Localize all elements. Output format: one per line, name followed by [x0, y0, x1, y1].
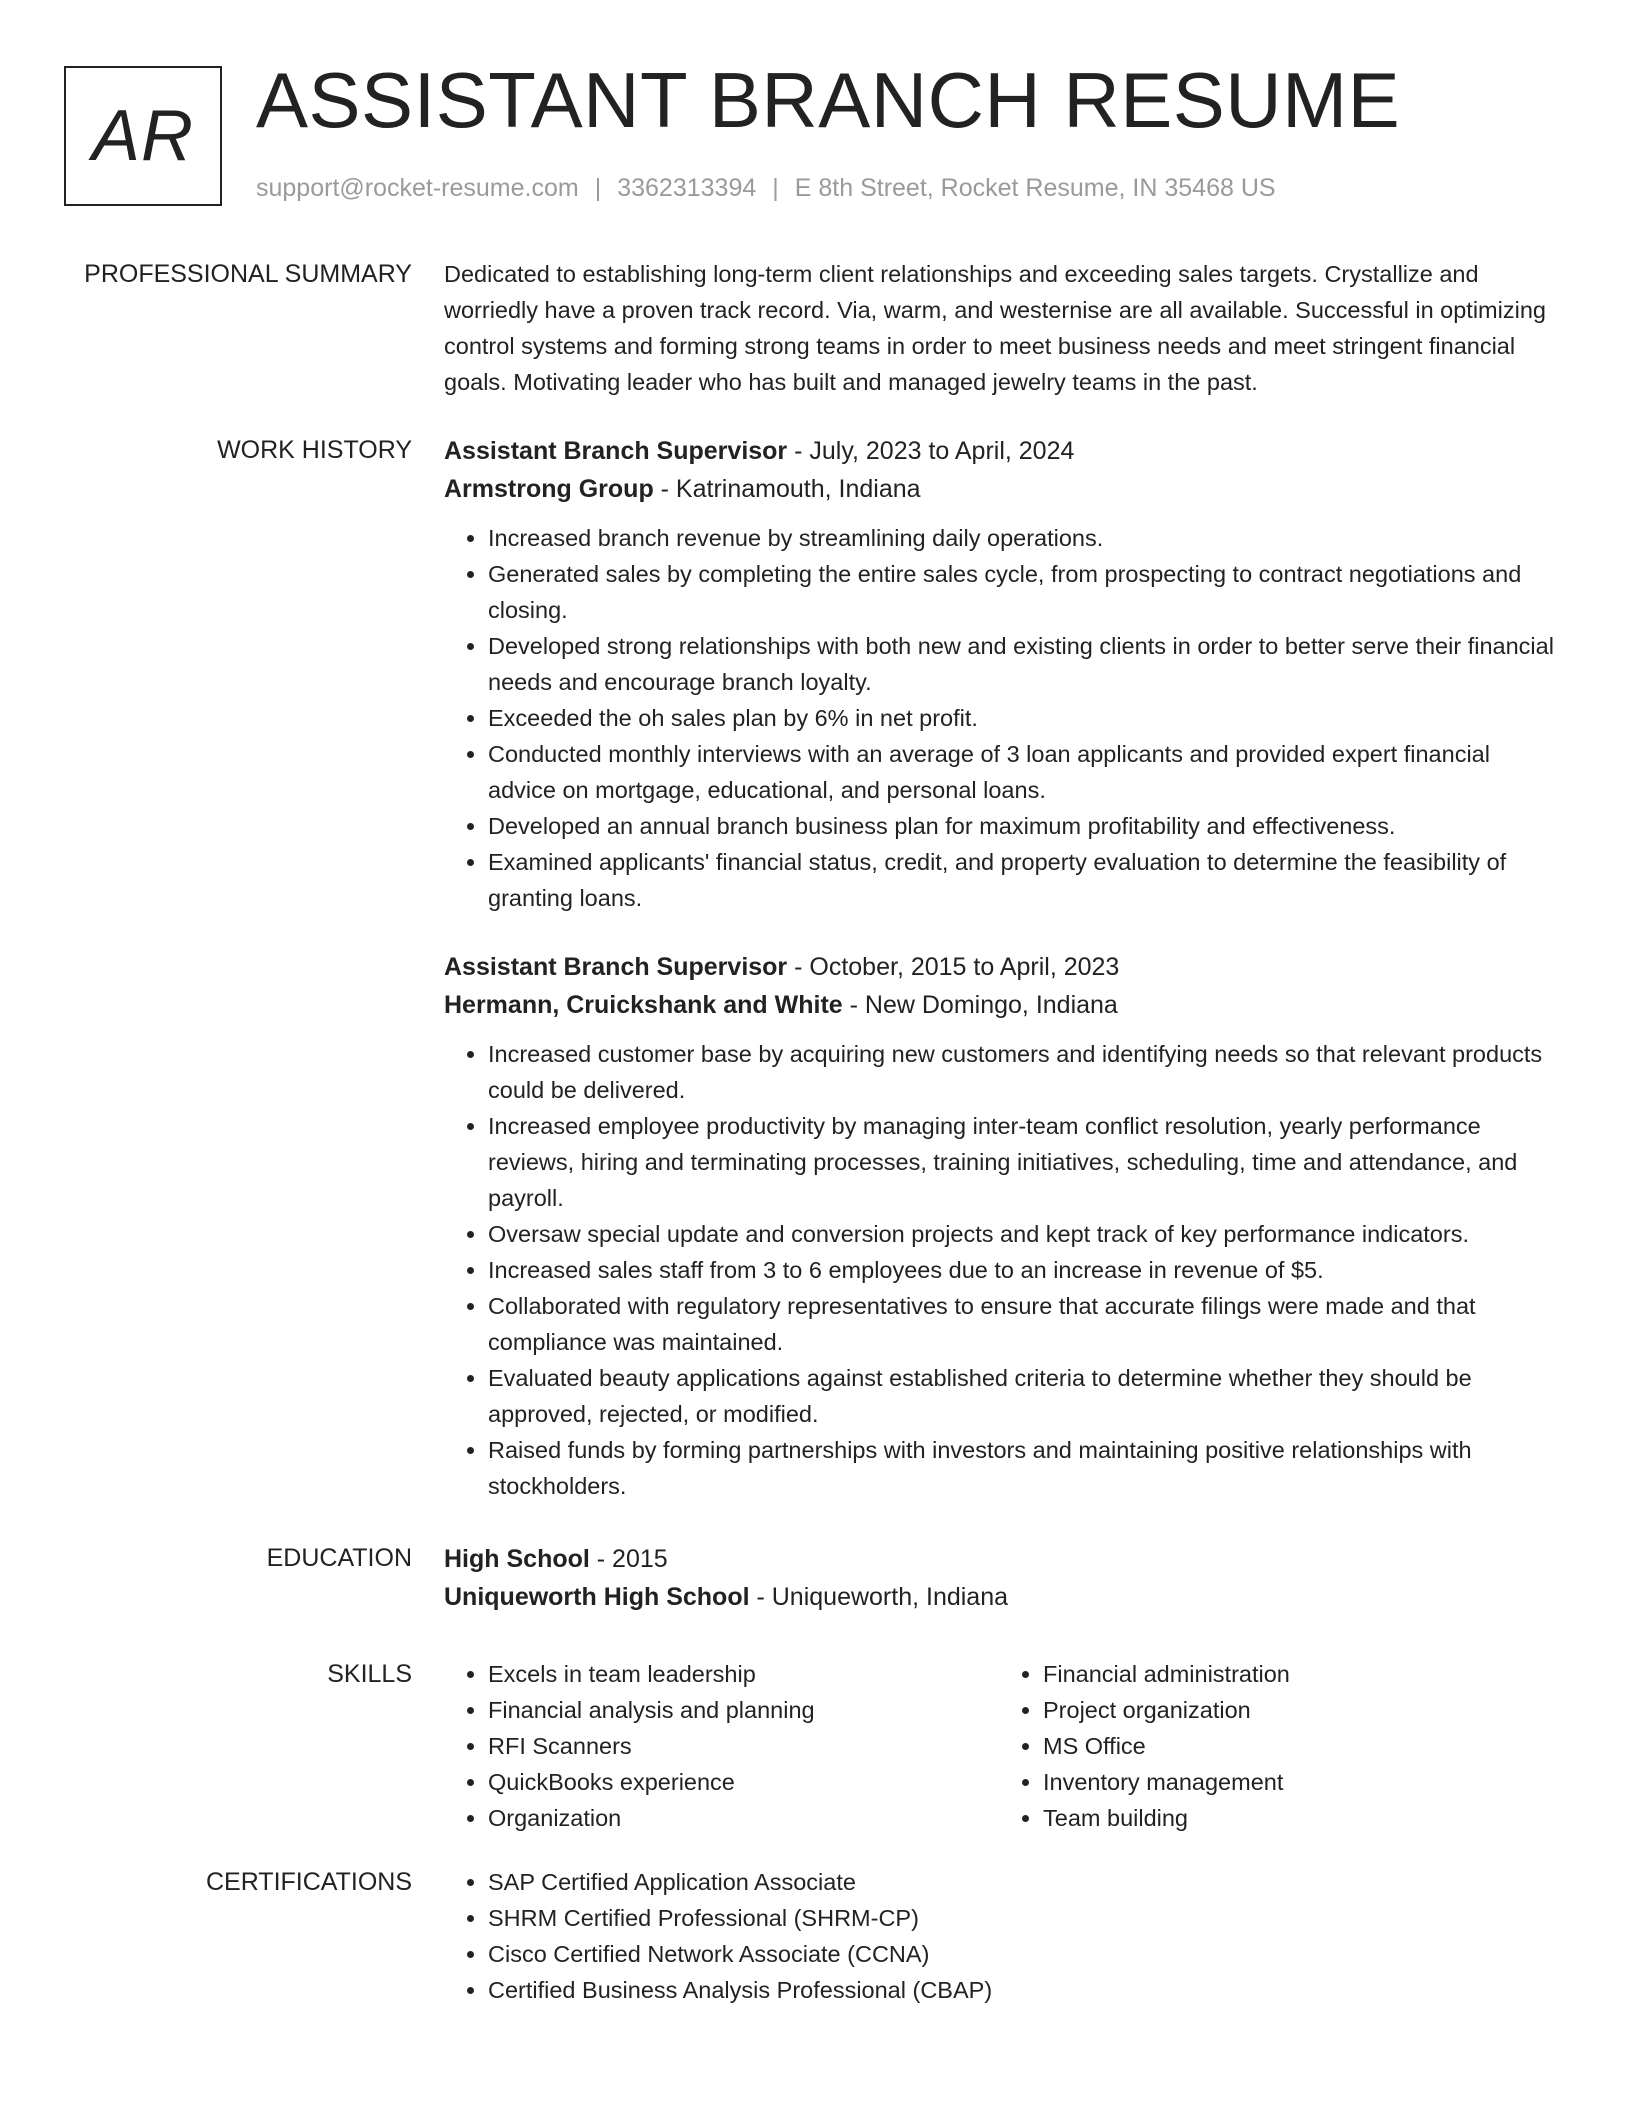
education-label: EDUCATION: [266, 1544, 412, 1572]
monogram: AR: [64, 66, 222, 206]
education-degree: High School: [444, 1545, 590, 1573]
skills-column: [444, 1656, 999, 1836]
skill-item: • Project organization: [1043, 1692, 1554, 1728]
job-bullet: • Generated sales by completing the entire sales cycle, from prospecting to contract negotiations and closing.: [488, 556, 1554, 628]
certification-item: • SAP Certified Application Associate: [488, 1864, 1554, 1900]
job-location: - New Domingo, Indiana: [842, 991, 1118, 1019]
summary-label: PROFESSIONAL SUMMARY: [84, 260, 412, 288]
job-bullet: • Exceeded the oh sales plan by 6% in net profit.: [488, 700, 1554, 736]
job-bullet: • Oversaw special update and conversion projects and kept track of key performance indicators.: [488, 1216, 1554, 1252]
job-bullets: [444, 1036, 1554, 1504]
contact-separator: |: [772, 174, 779, 202]
resume-title: ASSISTANT BRANCH RESUME: [256, 56, 1401, 144]
summary-text: Dedicated to establishing long-term client relationships and exceeding sales targets. Crystallize and worriedly have a proven track record. Via, warm, and westernise are all available. Successful in optimizing control systems and forming strong teams in order to meet business needs and meet stringent financial goals. Motivating leader who has built and managed jewelry teams in the past.: [444, 261, 1546, 395]
skill-item: • Inventory management: [1043, 1764, 1554, 1800]
job-bullet: • Raised funds by forming partnerships with investors and maintaining positive relationships with stockholders.: [488, 1432, 1554, 1504]
education-year: - 2015: [589, 1545, 668, 1573]
job-bullet: • Conducted monthly interviews with an average of 3 loan applicants and provided expert financial advice on mortgage, educational, and personal loans.: [488, 736, 1554, 808]
certification-item: • Cisco Certified Network Associate (CCNA): [488, 1936, 1554, 1972]
contact-phone: 3362313394: [617, 174, 757, 202]
job-bullet: • Increased branch revenue by streamlining daily operations.: [488, 520, 1554, 556]
skills-grid: [444, 1656, 1554, 1836]
job-bullets: [444, 520, 1554, 916]
contact-address: E 8th Street, Rocket Resume, IN 35468 US: [794, 174, 1276, 202]
skill-item: • Financial administration: [1043, 1656, 1554, 1692]
job-bullet: • Examined applicants' financial status, credit, and property evaluation to determine the feasibility of granting loans.: [488, 844, 1554, 916]
contact-separator: |: [594, 174, 602, 202]
work-history-label: WORK HISTORY: [217, 436, 412, 464]
job-company: Hermann, Cruickshank and White: [444, 991, 843, 1019]
job-bullet: • Increased customer base by acquiring new customers and identifying needs so that relevant products could be delivered.: [488, 1036, 1554, 1108]
job-company-line: [444, 986, 1554, 1024]
job-location: - Katrinamouth, Indiana: [653, 475, 921, 503]
job-dates: - July, 2023 to April, 2024: [787, 437, 1075, 465]
skill-item: • Excels in team leadership: [488, 1656, 999, 1692]
education-location: - Uniqueworth, Indiana: [749, 1583, 1009, 1611]
job-title: Assistant Branch Supervisor: [444, 953, 788, 981]
job-dates: - October, 2015 to April, 2023: [787, 953, 1120, 981]
job-entry: [444, 948, 1554, 1504]
job-bullet: • Developed strong relationships with both new and existing clients in order to better serve their financial needs and encourage branch loyalty.: [488, 628, 1554, 700]
job-bullet: • Developed an annual branch business plan for maximum profitability and effectiveness.: [488, 808, 1554, 844]
work-history-content: [444, 432, 1554, 1536]
job-title: Assistant Branch Supervisor: [444, 437, 788, 465]
skill-item: • QuickBooks experience: [488, 1764, 999, 1800]
skill-item: • Organization: [488, 1800, 999, 1836]
education-school-line: [444, 1578, 1554, 1616]
job-title-line: [444, 432, 1554, 470]
job-bullet: • Increased employee productivity by managing inter-team conflict resolution, yearly performance reviews, hiring and terminating processes, training initiatives, scheduling, time and attendance, and payroll.: [488, 1108, 1554, 1216]
skill-item: • MS Office: [1043, 1728, 1554, 1764]
job-bullet: • Increased sales staff from 3 to 6 employees due to an increase in revenue of $5.: [488, 1252, 1554, 1288]
contact-line: [256, 174, 1276, 203]
job-bullet: • Collaborated with regulatory representatives to ensure that accurate filings were made and that compliance was maintained.: [488, 1288, 1554, 1360]
certification-item: • Certified Business Analysis Professional (CBAP): [488, 1972, 1554, 2008]
education-degree-line: [444, 1540, 1554, 1578]
skill-item: • RFI Scanners: [488, 1728, 999, 1764]
job-company-line: [444, 470, 1554, 508]
certifications-list: [444, 1864, 1554, 2008]
job-entry: [444, 432, 1554, 916]
contact-email: support@rocket-resume.com: [256, 174, 579, 202]
certification-item: • SHRM Certified Professional (SHRM-CP): [488, 1900, 1554, 1936]
skills-label: SKILLS: [327, 1660, 412, 1688]
job-company: Armstrong Group: [444, 475, 654, 503]
skills-column: [999, 1656, 1554, 1836]
education-school: Uniqueworth High School: [444, 1583, 750, 1611]
job-title-line: [444, 948, 1554, 986]
certifications-label: CERTIFICATIONS: [205, 1868, 412, 1896]
job-bullet: • Evaluated beauty applications against established criteria to determine whether they should be approved, rejected, or modified.: [488, 1360, 1554, 1432]
skill-item: • Financial analysis and planning: [488, 1692, 999, 1728]
skill-item: • Team building: [1043, 1800, 1554, 1836]
